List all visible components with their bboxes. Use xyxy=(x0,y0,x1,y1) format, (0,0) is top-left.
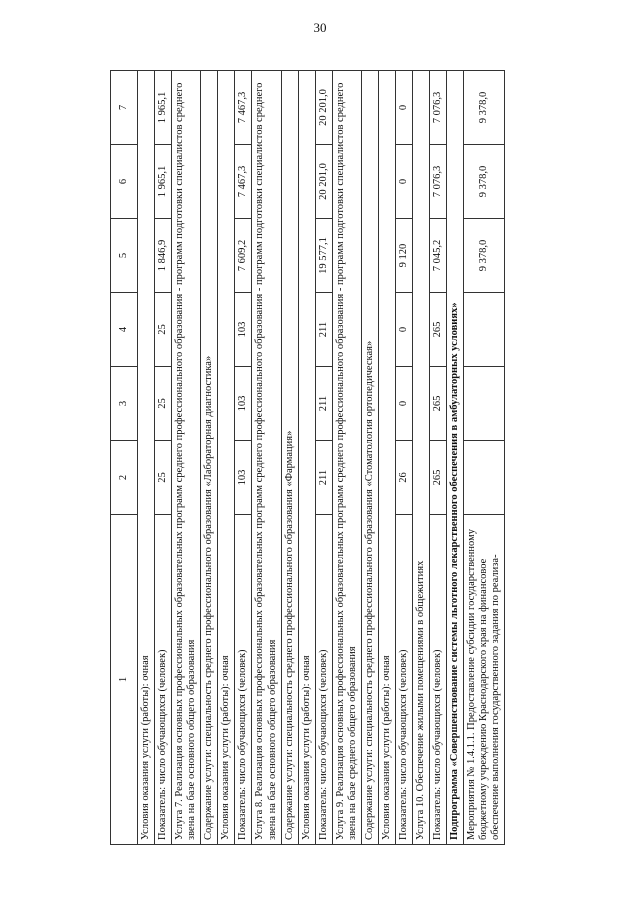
header-cell: 1 xyxy=(111,515,138,845)
header-cell: 5 xyxy=(111,219,138,293)
value-cell: 7 076,3 xyxy=(430,71,447,145)
section-row xyxy=(201,71,218,845)
value-cell: 211 xyxy=(315,367,332,441)
value-cell: 9 120 xyxy=(396,219,413,293)
value-cell: 103 xyxy=(235,293,252,367)
table-row xyxy=(396,71,413,845)
table-row xyxy=(315,71,332,845)
value-cell: 0 xyxy=(396,293,413,367)
subprogram-row xyxy=(447,71,464,845)
header-row xyxy=(111,71,138,845)
table-row xyxy=(235,71,252,845)
value-cell: 211 xyxy=(315,441,332,515)
subprogram-title: Подпрограмма «Совершенствование системы льготного лекарственного обеспечения в амбулаторных условиях» xyxy=(447,71,464,845)
value-cell xyxy=(464,367,505,441)
value-cell xyxy=(464,441,505,515)
value-cell: 9 378,0 xyxy=(464,71,505,145)
value-cell: 7 076,3 xyxy=(430,145,447,219)
section-row xyxy=(332,71,361,845)
table-sheet xyxy=(110,70,585,845)
value-cell: 265 xyxy=(430,367,447,441)
value-cell: 19 577,1 xyxy=(315,219,332,293)
value-cell: 103 xyxy=(235,441,252,515)
value-cell: 1 965,1 xyxy=(155,71,172,145)
section-row xyxy=(361,71,378,845)
section-row xyxy=(138,71,155,845)
value-cell: 1 965,1 xyxy=(155,145,172,219)
table-row xyxy=(155,71,172,845)
value-cell: 0 xyxy=(396,145,413,219)
value-cell: 25 xyxy=(155,367,172,441)
row-label: Показатель: число обучающихся (человек) xyxy=(235,515,252,845)
value-cell: 7 609,2 xyxy=(235,219,252,293)
section-row xyxy=(281,71,298,845)
row-label: Показатель: число обучающихся (человек) xyxy=(430,515,447,845)
budget-table xyxy=(110,70,505,845)
section-text: Содержание услуги: специальность среднего профессионального образования «Стоматология ортопедическая» xyxy=(361,71,378,845)
value-cell: 1 846,9 xyxy=(155,219,172,293)
section-row xyxy=(252,71,281,845)
value-cell: 7 467,3 xyxy=(235,145,252,219)
page-number: 30 xyxy=(313,20,327,35)
header-cell: 6 xyxy=(111,145,138,219)
section-text: Услуга 10. Обеспечение жилыми помещениями в общежитиях xyxy=(413,71,430,845)
section-text: Услуга 7. Реализация основных профессиональных образовательных программ среднего профессионального образования - программ подготовки специалистов среднего звена на базе основного общего образования xyxy=(172,71,201,845)
value-cell xyxy=(464,293,505,367)
value-cell: 9 378,0 xyxy=(464,219,505,293)
value-cell: 0 xyxy=(396,367,413,441)
value-cell: 211 xyxy=(315,293,332,367)
section-text: Условия оказания услуги (работы): очная xyxy=(138,71,155,845)
section-text: Условия оказания услуги (работы): очная xyxy=(298,71,315,845)
table-row xyxy=(430,71,447,845)
section-text: Условия оказания услуги (работы): очная xyxy=(378,71,395,845)
section-text: Содержание услуги: специальность среднего профессионального образования «Лабораторная диагностика» xyxy=(201,71,218,845)
section-row xyxy=(413,71,430,845)
section-row xyxy=(298,71,315,845)
value-cell: 7 045,2 xyxy=(430,219,447,293)
header-cell: 3 xyxy=(111,367,138,441)
table-row xyxy=(464,71,505,845)
section-text: Услуга 8. Реализация основных профессиональных образовательных программ среднего профессионального образования - программ подготовки специалистов среднего звена на базе основного общего образования xyxy=(252,71,281,845)
header-cell: 2 xyxy=(111,441,138,515)
section-row xyxy=(218,71,235,845)
value-cell: 9 378,0 xyxy=(464,145,505,219)
rotated-table-container xyxy=(110,70,585,845)
value-cell: 7 467,3 xyxy=(235,71,252,145)
section-text: Услуга 9. Реализация основных профессиональных образовательных программ среднего профессионального образования - программ подготовки специалистов среднего звена на базе среднего общего образования xyxy=(332,71,361,845)
header-cell: 7 xyxy=(111,71,138,145)
value-cell: 265 xyxy=(430,441,447,515)
value-cell: 26 xyxy=(396,441,413,515)
value-cell: 20 201,0 xyxy=(315,71,332,145)
row-label: Мероприятия № 1.4.1.1. Предоставление субсидии государственному бюджетному учреждению Краснодарского края на финансовое обеспечение выполнения государственного задания по реализа- xyxy=(464,515,505,845)
value-cell: 103 xyxy=(235,367,252,441)
row-label: Показатель: число обучающихся (человек) xyxy=(396,515,413,845)
value-cell: 265 xyxy=(430,293,447,367)
value-cell: 0 xyxy=(396,71,413,145)
row-label: Показатель: число обучающихся (человек) xyxy=(315,515,332,845)
value-cell: 25 xyxy=(155,441,172,515)
header-cell: 4 xyxy=(111,293,138,367)
section-row xyxy=(378,71,395,845)
value-cell: 20 201,0 xyxy=(315,145,332,219)
section-row xyxy=(172,71,201,845)
section-text: Содержание услуги: специальность среднего профессионального образования «Фармация» xyxy=(281,71,298,845)
row-label: Показатель: число обучающихся (человек) xyxy=(155,515,172,845)
value-cell: 25 xyxy=(155,293,172,367)
section-text: Условия оказания услуги (работы): очная xyxy=(218,71,235,845)
